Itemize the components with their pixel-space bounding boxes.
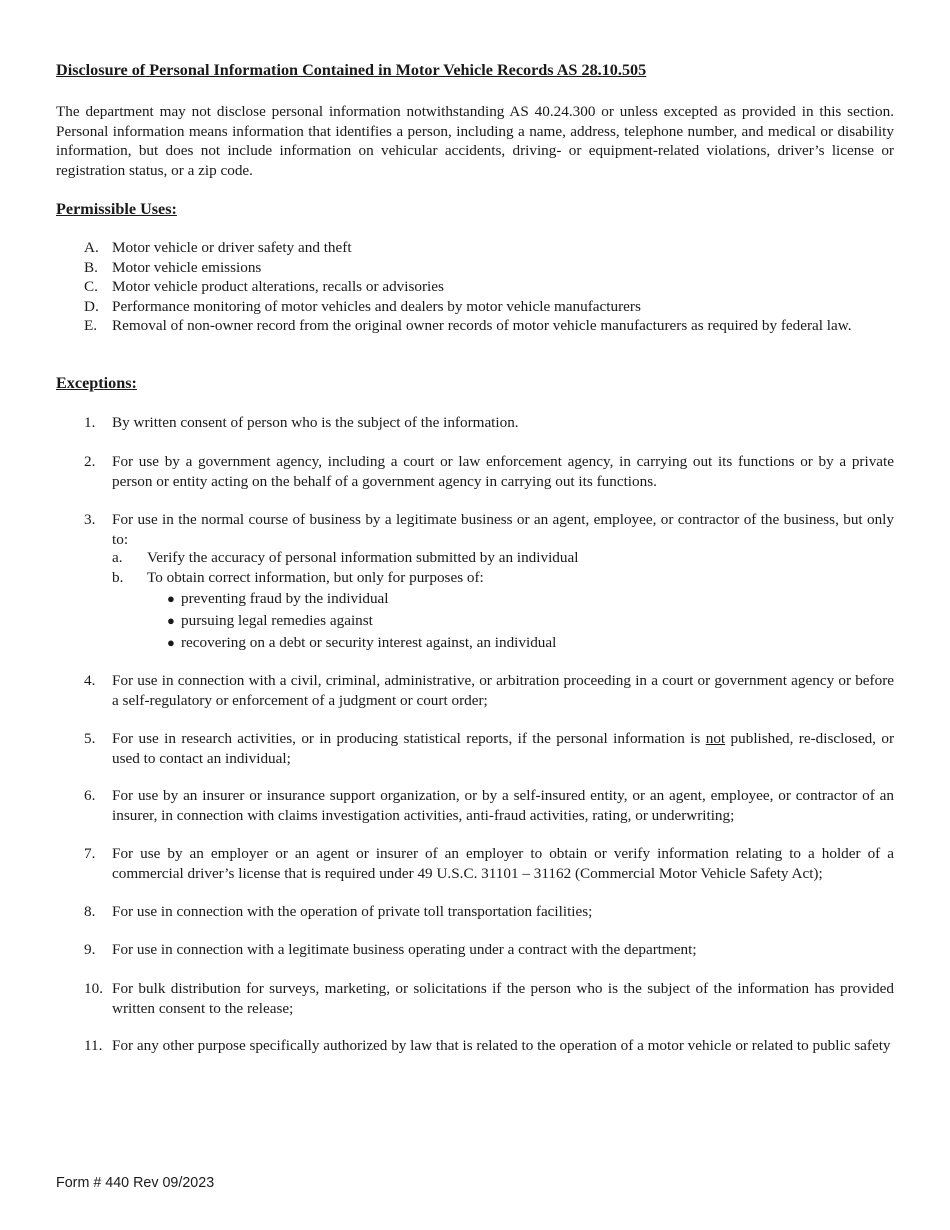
list-item: B. Motor vehicle emissions [84, 258, 262, 276]
permissible-uses-heading: Permissible Uses: [56, 200, 177, 218]
exception-item-11: 11. For any other purpose specifically authorized by law that is related to the operation of a motor vehicle or related to public safety [84, 1037, 891, 1054]
exception-item-6: 6. For use by an insurer or insurance support organization, or by a self-insured entity, or an agent, employee, or contractor of an insurer, in connection with claims investigation activities, anti-fraud activities, rating, or underwriting; [84, 787, 894, 824]
list-item: A. Motor vehicle or driver safety and theft [84, 239, 352, 256]
exception-item-8: 8. For use in connection with the operation of private toll transportation facilities; [84, 903, 593, 920]
exception-item-2: 2. For use by a government agency, including a court or law enforcement agency, in carrying out its functions or by a private person or entity acting on the behalf of a government agency in carrying out its functions. [84, 453, 894, 490]
intro-paragraph: The department may not disclose personal information notwithstanding AS 40.24.300 or unless excepted as provided in this section. Personal information means information that identifies a person, including a name, address, telephone number, and medical or disability information, but does not include information on vehicular accidents, driving- or equipment-related violations, driver’s license or registration status, or a zip code. [56, 103, 894, 179]
list-item: ● pursuing legal remedies against [167, 611, 894, 633]
exception-item-3: 3. For use in the normal course of business by a legitimate business or an agent, employee, or contractor of the business, but only to: [84, 511, 894, 548]
list-item: C. Motor vehicle product alterations, recalls or advisories [84, 278, 444, 295]
document-title: Disclosure of Personal Information Contained in Motor Vehicle Records AS 28.10.505 [56, 61, 647, 79]
form-number-footer: Form # 440 Rev 09/2023 [56, 1175, 215, 1191]
exceptions-heading: Exceptions: [56, 374, 137, 392]
bullet-icon: ● [167, 613, 175, 628]
list-item: ● preventing fraud by the individual [167, 589, 894, 611]
list-item: D. Performance monitoring of motor vehicles and dealers by motor vehicle manufacturers [84, 297, 641, 315]
exception-item-4: 4. For use in connection with a civil, criminal, administrative, or arbitration proceeding in a court or government agency or before a self-regulatory or enforcement of a judgment or court order; [84, 672, 894, 709]
exception-item-10: 10. For bulk distribution for surveys, marketing, or solicitations if the person who is the subject of the information has provided written consent to the release; [84, 980, 894, 1017]
exception-3-bullets [167, 589, 894, 655]
exception-item-1: 1. By written consent of person who is the subject of the information. [84, 414, 519, 431]
exception-item-9: 9. For use in connection with a legitimate business operating under a contract with the department; [84, 941, 697, 958]
exception-item-5: 5. For use in research activities, or in producing statistical reports, if the personal information is not published, re-disclosed, or used to contact an individual; [84, 730, 894, 767]
emphasis-not: not [705, 730, 726, 747]
exception-3-subitems [112, 548, 894, 587]
bullet-icon: ● [167, 591, 175, 606]
list-item: ● recovering on a debt or security interest against, an individual [167, 633, 894, 655]
exception-item-7: 7. For use by an employer or an agent or insurer of an employer to obtain or verify information relating to a holder of a commercial driver’s license that is required under 49 U.S.C. 31101 – 31162 (Commercial Motor Vehicle Safety Act); [84, 845, 894, 882]
list-item: a. Verify the accuracy of personal information submitted by an individual [112, 549, 579, 566]
bullet-icon: ● [167, 635, 175, 650]
list-item: b. To obtain correct information, but only for purposes of: [112, 568, 484, 586]
list-item: E. Removal of non-owner record from the original owner records of motor vehicle manufacturers as required by federal law. [84, 317, 852, 334]
permissible-uses-list [56, 238, 894, 336]
